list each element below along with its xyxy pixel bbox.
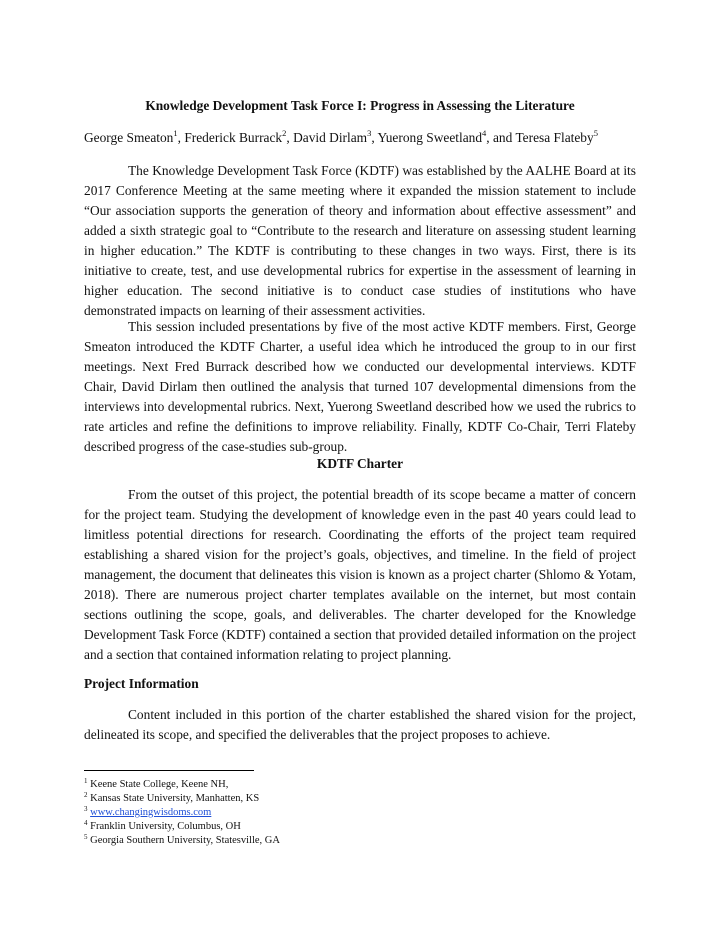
author-separator: , and <box>486 130 516 145</box>
author-separator: , <box>177 130 185 145</box>
author-name: George Smeaton <box>84 130 174 145</box>
author-separator: , <box>371 130 378 145</box>
footnote-number: 3 <box>84 805 88 813</box>
body-paragraph-session: This session included presentations by five of the most active KDTF members. First, George Smeaton introduced the KDTF Charter, a useful idea which he introduced the group to in our first meetings. Next Fred Burrack described how we conducted our developmental interviews. KDTF Chair, David Dirlam then outlined the analysis that turned 107 developmental dimensions from the interviews into developmental rubrics. Next, Yuerong Sweetland described how we used the rubrics to rate articles and refine the definitions to improve reliability. Finally, KDTF Co-Chair, Terri Flateby described progress of the case-studies sub-group. <box>84 319 636 454</box>
author-affiliation-marker: 5 <box>593 128 598 138</box>
author-name: Yuerong Sweetland <box>377 130 483 145</box>
footnote-item <box>84 834 280 848</box>
author-affiliation-marker: 1 <box>173 128 178 138</box>
author-affiliation-marker: 4 <box>482 128 487 138</box>
footnote-text: Kansas State University, Manhatten, KS <box>90 793 260 804</box>
body-paragraph-intro: The Knowledge Development Task Force (KDTF) was established by the AALHE Board at its 2017 Conference Meeting at the same meeting where it expanded the mission statement to include “Our association supports the generation of theory and information about effective assessment” and added a sixth strategic goal to “Contribute to the research and literature on assessing student learning in higher education.” The KDTF is contributing to these changes in two ways. First, there is its initiative to create, test, and use developmental rubrics for expertise in the assessment of learning in higher education. The second initiative is to conduct case studies of institutions who have demonstrated impacts on learning of their assessment activities. <box>84 163 636 318</box>
footnote-item <box>84 778 280 792</box>
paper-title: Knowledge Development Task Force I: Progress in Assessing the Literature <box>145 98 575 113</box>
footnote-number: 1 <box>84 777 88 785</box>
footnote-number: 2 <box>84 791 88 799</box>
section-heading-project-information: Project Information <box>84 676 199 691</box>
author-name: Frederick Burrack <box>184 130 283 145</box>
section-heading-kdtf-charter: KDTF Charter <box>316 456 404 471</box>
footnote-divider <box>84 770 254 771</box>
author-affiliation-marker: 3 <box>367 128 372 138</box>
footnote-item <box>84 820 280 834</box>
author-name: Teresa Flateby <box>515 130 594 145</box>
footnote-number: 4 <box>84 819 88 827</box>
author-line <box>84 128 644 148</box>
footnote-item <box>84 792 280 806</box>
footnote-text: Franklin University, Columbus, OH <box>90 821 241 832</box>
author-name: David Dirlam <box>293 130 368 145</box>
footnote-website-link[interactable]: www.changingwisdoms.com <box>90 807 212 818</box>
footnote-text: Georgia Southern University, Statesville, GA <box>90 835 280 846</box>
author-affiliation-marker: 2 <box>282 128 287 138</box>
footnote-number: 5 <box>84 833 88 841</box>
author-separator: , <box>286 130 294 145</box>
footnote-list <box>84 778 280 848</box>
footnote-text: Keene State College, Keene NH, <box>90 779 229 790</box>
footnote-item <box>84 806 280 820</box>
body-paragraph-project-information: Content included in this portion of the charter established the shared vision for the project, delineated its scope, and specified the deliverables that the project proposes to achieve. <box>84 707 636 742</box>
body-paragraph-charter: From the outset of this project, the potential breadth of its scope became a matter of concern for the project team. Studying the development of knowledge even in the past 40 years could lead to limitless potential directions for research. Coordinating the efforts of the project team required establishing a shared vision for the project’s goals, objectives, and timeline. In the field of project management, the document that delineates this vision is known as a project charter (Shlomo & Yotam, 2018). There are numerous project charter templates available on the internet, but most contain sections outlining the scope, goals, and deliverables. The charter developed for the Knowledge Development Task Force (KDTF) contained a section that provided detailed information on the project and a section that contained information relating to project planning. <box>84 487 636 662</box>
